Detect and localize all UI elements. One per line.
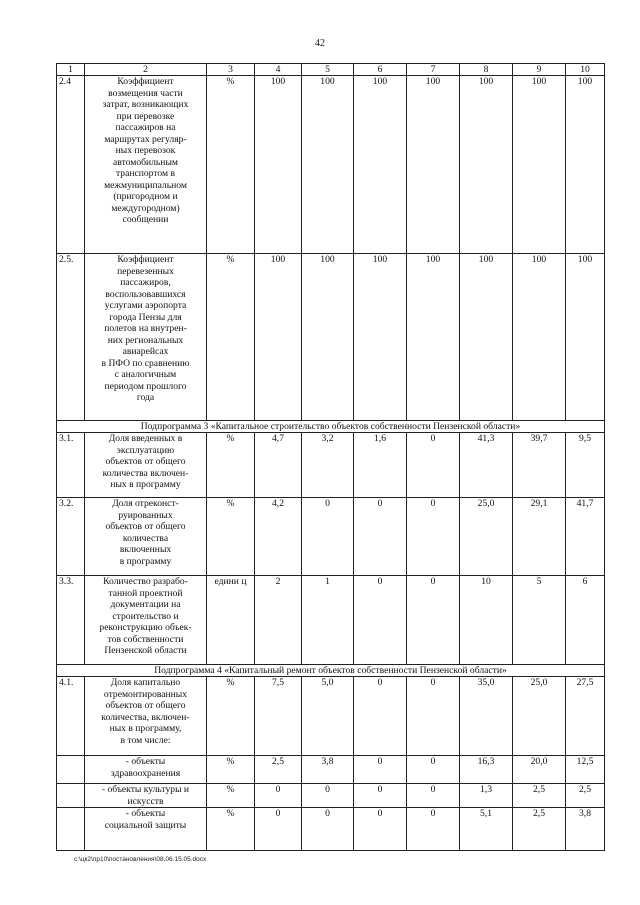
indicator-name-line: возмещения части (108, 87, 183, 99)
indicator-name (85, 576, 207, 665)
value-cell: 1,6 (354, 433, 407, 498)
indicator-name (85, 254, 207, 421)
subprogram-title: Подпрограмма 4 «Капитальный ремонт объектов собственности Пензенской области» (57, 665, 605, 677)
indicators-table (56, 63, 605, 851)
header-cell: 7 (407, 64, 460, 76)
indicator-name-line: ных в программу (110, 479, 181, 490)
indicator-name-line: полетов на внутрен- (104, 323, 187, 334)
value-cell: 100 (255, 76, 302, 254)
subprogram-row (57, 665, 605, 677)
value-cell: 100 (407, 76, 460, 254)
indicator-name-line: включенных (119, 544, 172, 555)
indicator-name-line: объектов от общего (105, 521, 186, 532)
value-cell: 100 (566, 76, 605, 254)
indicator-name-line: междугородном) (111, 202, 180, 214)
table-row (57, 677, 605, 756)
subprogram-title: Подпрограмма 3 «Капитальное строительство объектов собственности Пензенской области» (57, 421, 605, 433)
indicator-name-line: Пензенской области (104, 645, 187, 656)
indicator-name-line: танной проектной (108, 587, 183, 599)
indicator-name (85, 756, 207, 784)
value-cell: 2,5 (255, 756, 302, 784)
value-cell: 0 (354, 576, 407, 665)
indicator-name-line: авиарейсах (122, 346, 169, 357)
indicator-name-line: периодом прошлого (104, 380, 187, 392)
indicator-name-line: сообщении (122, 214, 169, 225)
unit-cell: едини ц (207, 576, 255, 665)
row-number: 3.1. (57, 433, 85, 498)
indicator-name-line: - объекты (125, 808, 166, 819)
header-cell: 2 (85, 64, 207, 76)
value-cell: 5,0 (302, 677, 354, 756)
value-cell: 10 (460, 576, 513, 665)
indicator-name-line: года (136, 392, 155, 403)
row-number: 2.4 (57, 76, 85, 254)
value-cell: 0 (407, 433, 460, 498)
indicator-name (85, 76, 207, 254)
value-cell: 100 (513, 76, 566, 254)
value-cell: 100 (354, 76, 407, 254)
indicator-name-line: руированных (118, 509, 173, 521)
value-cell: 2,5 (566, 784, 605, 808)
value-cell: 12,5 (566, 756, 605, 784)
table-row (57, 76, 605, 254)
value-cell: 29,1 (513, 498, 566, 576)
indicator-name-line: объектов от общего (105, 700, 186, 711)
indicator-name-line: количества, включен- (101, 711, 190, 723)
value-cell: 3,2 (302, 433, 354, 498)
indicator-name-line: затрат, возникающих (102, 99, 189, 110)
value-cell: 0 (407, 576, 460, 665)
row-number: 4.1. (57, 677, 85, 756)
row-number (57, 756, 85, 784)
value-cell: 0 (302, 784, 354, 808)
indicator-name-line: Доля отреконст- (112, 498, 179, 509)
indicator-name-line: услугами аэропорта (104, 300, 187, 311)
value-cell: 0 (354, 808, 407, 851)
value-cell: 0 (407, 756, 460, 784)
header-cell: 10 (566, 64, 605, 76)
table-row (57, 254, 605, 421)
file-path-footer: c:\цк2\пр10\постановления\08.06.15.05.docx (74, 856, 207, 863)
unit-cell: % (207, 498, 255, 576)
value-cell: 0 (354, 677, 407, 756)
indicator-name-line: документации на (110, 599, 181, 610)
value-cell: 0 (302, 808, 354, 851)
indicator-name-line: тов собственности (107, 633, 184, 645)
row-number: 3.3. (57, 576, 85, 665)
header-row (57, 64, 605, 76)
header-cell: 8 (460, 64, 513, 76)
value-cell: 100 (460, 254, 513, 421)
value-cell: 39,7 (513, 433, 566, 498)
indicator-name-line: Доля капитально (110, 677, 181, 688)
indicator-name-line: пассажиров, (120, 277, 171, 288)
indicator-name-line: маршрутах регуляр- (104, 133, 187, 145)
value-cell: 0 (354, 756, 407, 784)
subprogram-row (57, 421, 605, 433)
header-cell: 3 (207, 64, 255, 76)
value-cell: 0 (302, 498, 354, 576)
indicator-name-line: с аналогичным (114, 369, 177, 380)
header-cell: 5 (302, 64, 354, 76)
value-cell: 25,0 (460, 498, 513, 576)
header-cell: 6 (354, 64, 407, 76)
value-cell: 4,2 (255, 498, 302, 576)
indicator-name (85, 808, 207, 851)
value-cell: 100 (460, 76, 513, 254)
value-cell: 20,0 (513, 756, 566, 784)
indicator-name-line: межмуниципальном (104, 179, 187, 191)
indicator-name (85, 433, 207, 498)
value-cell: 2,5 (513, 784, 566, 808)
indicator-name-line: в том числе: (120, 734, 171, 746)
unit-cell: % (207, 76, 255, 254)
value-cell: 2,5 (513, 808, 566, 851)
value-cell: 6 (566, 576, 605, 665)
indicator-name-line: реконструкцию объек- (99, 622, 192, 633)
value-cell: 0 (407, 808, 460, 851)
value-cell: 5,1 (460, 808, 513, 851)
unit-cell: % (207, 756, 255, 784)
indicator-name (85, 677, 207, 756)
value-cell: 41,3 (460, 433, 513, 498)
value-cell: 16,3 (460, 756, 513, 784)
indicator-name-line: воспользовавшихся (105, 288, 186, 300)
indicator-name-line: эксплуатацию (116, 444, 175, 456)
indicator-name-line: искусств (127, 795, 164, 807)
value-cell: 100 (302, 254, 354, 421)
table-row (57, 784, 605, 808)
value-cell: 1,3 (460, 784, 513, 808)
indicator-name-line: Количество разрабо- (103, 576, 188, 587)
indicator-name-line: города Пензы для (109, 311, 182, 323)
indicator-name-line: автомобильным (113, 156, 178, 168)
indicator-name-line: количества включен- (102, 467, 189, 479)
indicator-name-line: отремонтированных (103, 688, 188, 700)
value-cell: 0 (354, 784, 407, 808)
indicator-name-line: строительство и (112, 610, 179, 622)
unit-cell: % (207, 677, 255, 756)
value-cell: 25,0 (513, 677, 566, 756)
value-cell: 100 (407, 254, 460, 421)
indicator-name-line: Коэффициент (117, 76, 174, 87)
value-cell: 0 (255, 808, 302, 851)
value-cell: 3,8 (302, 756, 354, 784)
indicator-name (85, 784, 207, 808)
value-cell: 27,5 (566, 677, 605, 756)
unit-cell: % (207, 254, 255, 421)
value-cell: 0 (255, 784, 302, 808)
indicator-name-line: - объекты культуры и (101, 784, 190, 795)
indicator-name-line: социальной защиты (104, 819, 187, 831)
value-cell: 7,5 (255, 677, 302, 756)
indicator-name-line: транспортом в (115, 168, 176, 179)
row-number: 2.5. (57, 254, 85, 421)
page-number: 42 (315, 38, 325, 49)
table-row (57, 808, 605, 851)
indicator-name-line: ных перевозок (115, 145, 176, 156)
table-row (57, 433, 605, 498)
indicator-name-line: ных в программу, (109, 723, 182, 734)
value-cell: 100 (255, 254, 302, 421)
value-cell: 100 (513, 254, 566, 421)
unit-cell: % (207, 808, 255, 851)
header-cell: 4 (255, 64, 302, 76)
value-cell: 4,7 (255, 433, 302, 498)
value-cell: 0 (407, 677, 460, 756)
value-cell: 35,0 (460, 677, 513, 756)
value-cell: 41,7 (566, 498, 605, 576)
value-cell: 100 (302, 76, 354, 254)
indicator-name (85, 498, 207, 576)
header-cell: 9 (513, 64, 566, 76)
indicator-name-line: при перевозке (116, 110, 175, 122)
value-cell: 0 (407, 498, 460, 576)
row-number: 3.2. (57, 498, 85, 576)
value-cell: 1 (302, 576, 354, 665)
header-cell: 1 (57, 64, 85, 76)
indicator-name-line: Доля введенных в (108, 433, 183, 444)
unit-cell: % (207, 784, 255, 808)
unit-cell: % (207, 433, 255, 498)
row-number (57, 808, 85, 851)
indicator-name-line: - объекты (125, 756, 166, 767)
value-cell: 100 (566, 254, 605, 421)
indicator-name-line: в ПФО по сравнению (101, 357, 190, 369)
value-cell: 2 (255, 576, 302, 665)
indicator-name-line: объектов от общего (105, 456, 186, 467)
value-cell: 100 (354, 254, 407, 421)
value-cell: 0 (354, 498, 407, 576)
value-cell: 9,5 (566, 433, 605, 498)
row-number (57, 784, 85, 808)
indicator-name-line: Коэффициент (117, 254, 174, 265)
table-row (57, 576, 605, 665)
indicator-name-line: в программу (119, 555, 172, 567)
value-cell: 0 (407, 784, 460, 808)
value-cell: 5 (513, 576, 566, 665)
indicator-name-line: количества (122, 532, 169, 544)
indicator-name-line: них региональных (107, 334, 184, 346)
indicator-name-line: здравоохранения (110, 767, 181, 779)
value-cell: 3,8 (566, 808, 605, 851)
indicator-name-line: пассажиров на (115, 122, 176, 133)
indicator-name-line: (пригородном и (113, 191, 178, 202)
table-row (57, 498, 605, 576)
table-row (57, 756, 605, 784)
indicator-name-line: перевезенных (117, 265, 174, 277)
